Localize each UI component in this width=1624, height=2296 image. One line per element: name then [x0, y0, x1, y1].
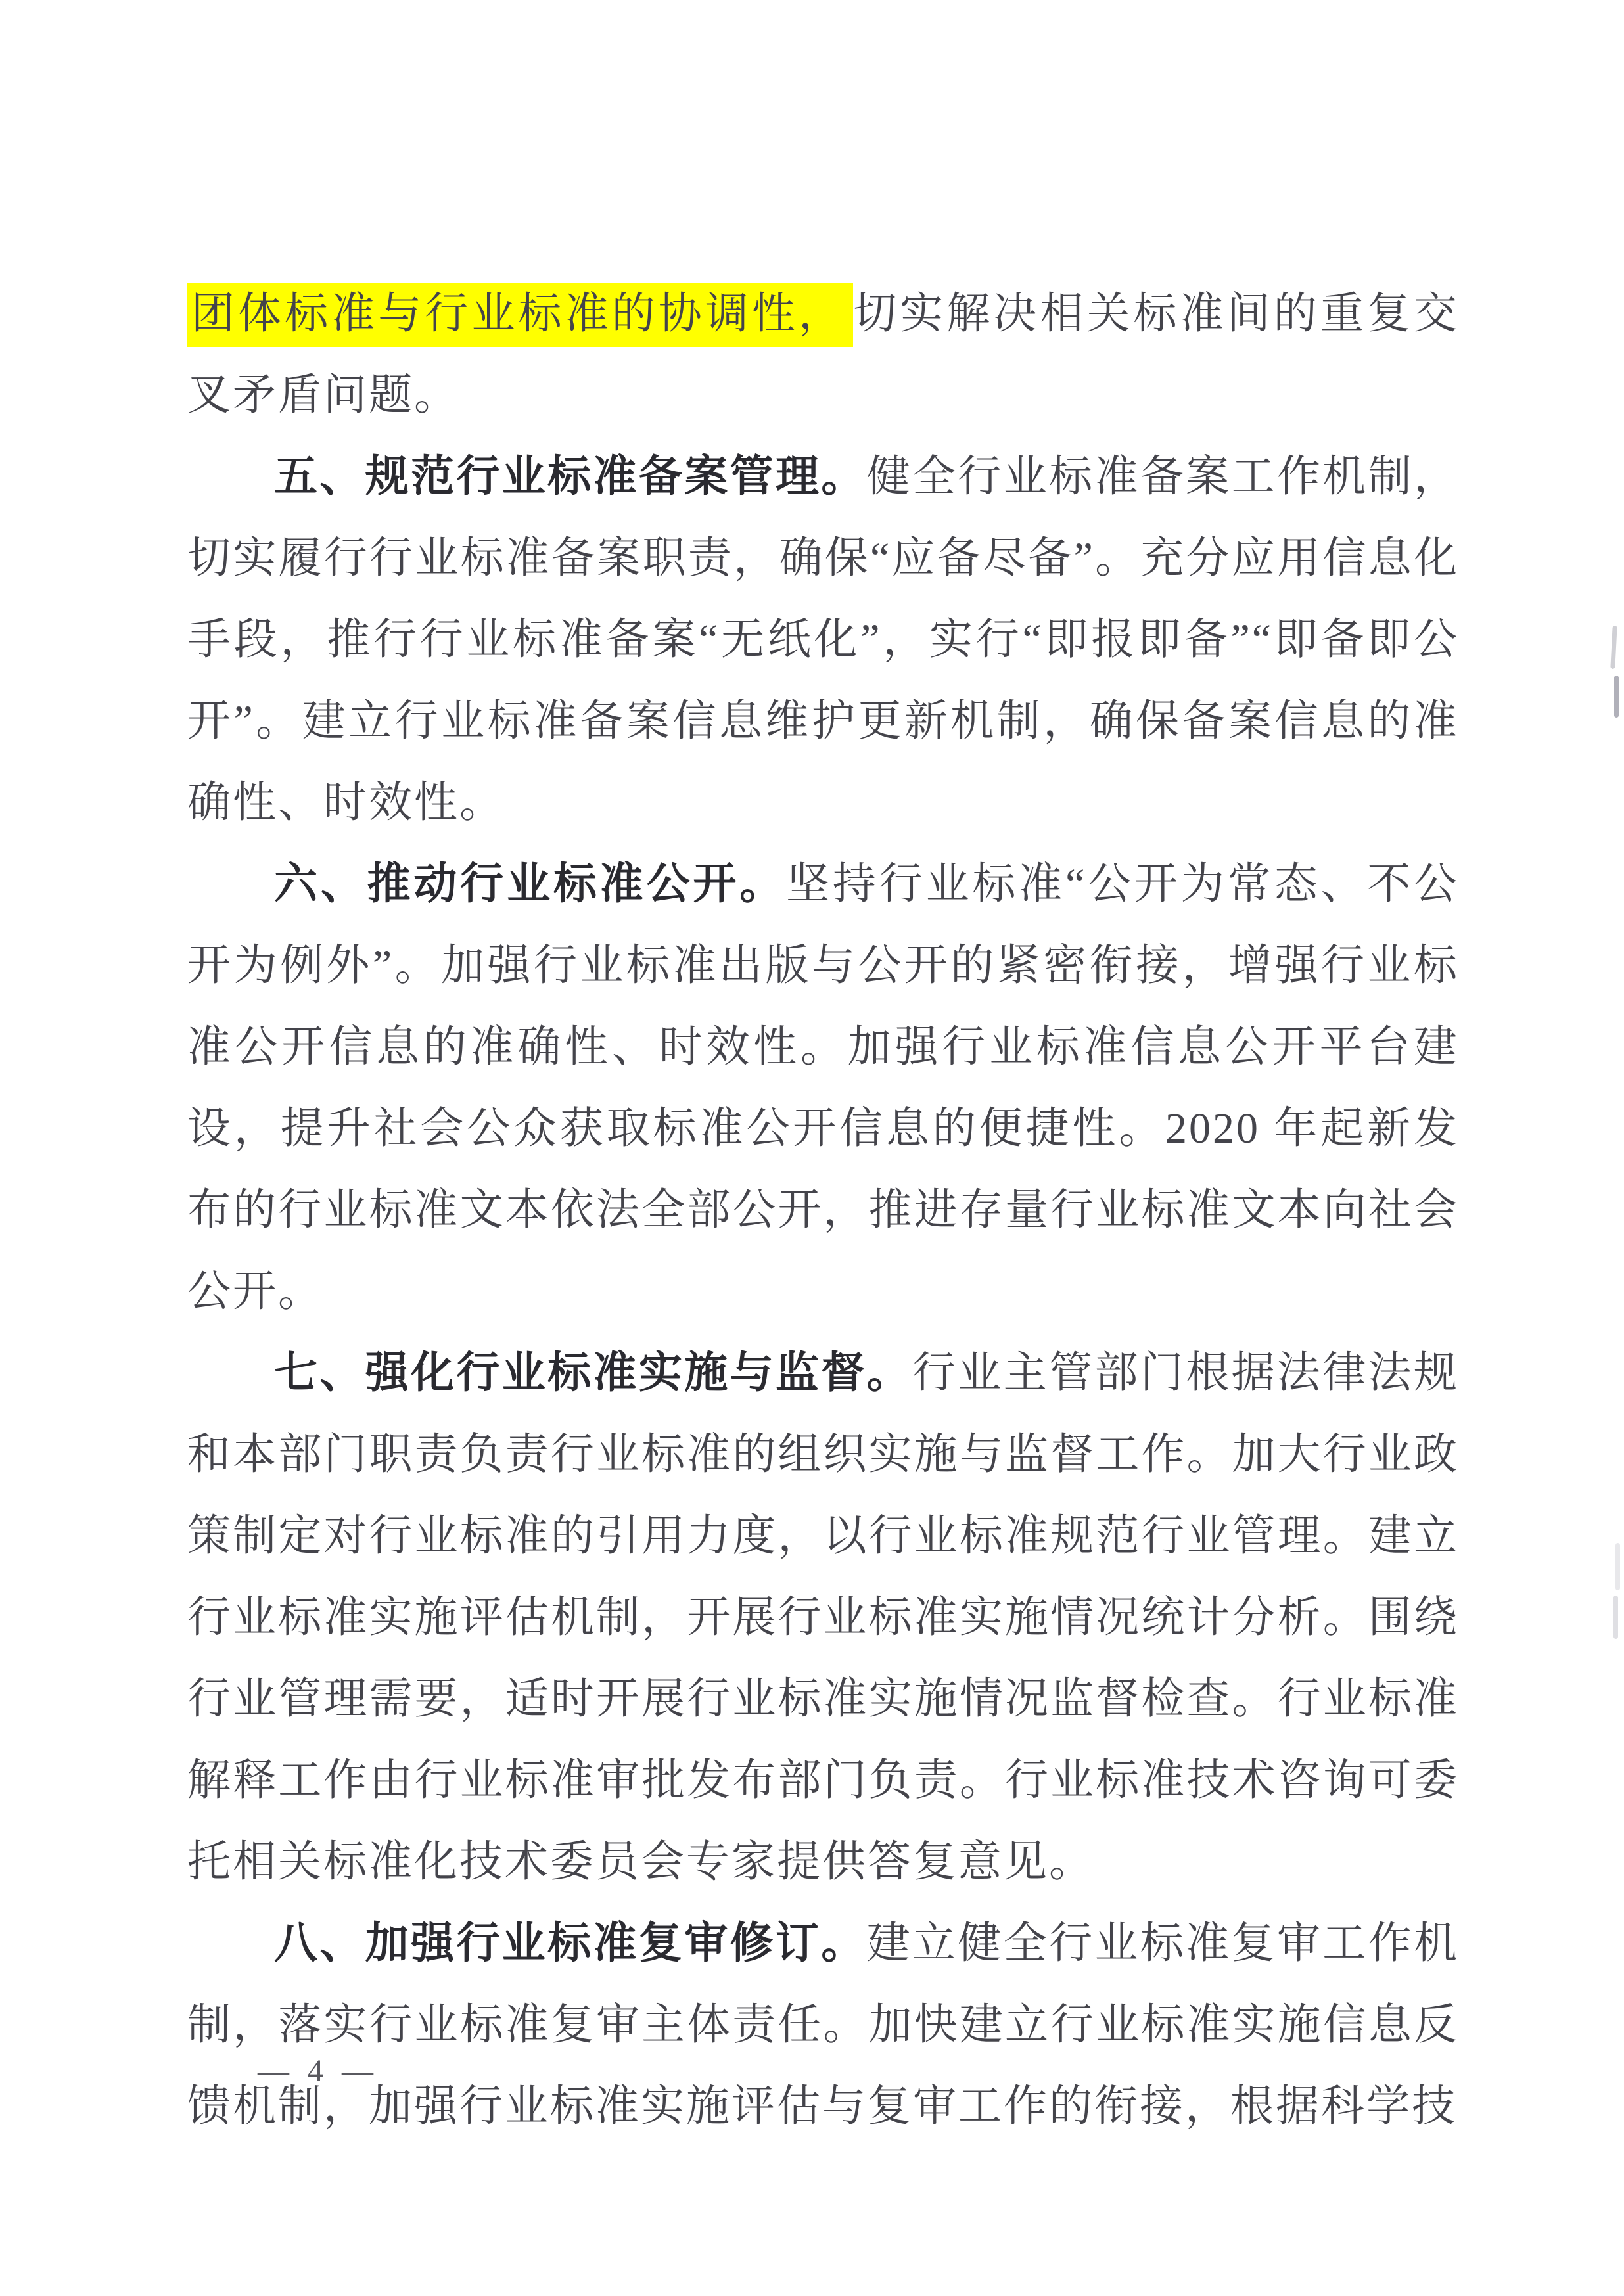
scan-edge-artifact — [1610, 626, 1617, 669]
paragraph-section-5 — [187, 436, 1459, 844]
page-number: — 4 — — [258, 2054, 379, 2088]
paragraph-text: 行业主管部门根据法律法规和本部门职责负责行业标准的组织实施与监督工作。加大行业政策制定对行业标准的引用力度，以行业标准规范行业管理。建立行业标准实施评估机制，开展行业标准实施情况统计分析。围绕行业管理需要，适时开展行业标准实施情况监督检查。行业标准解释工作由行业标准审批发布部门负责。行业标准技术咨询可委托相关标准化技术委员会专家提供答复意见。 — [187, 1349, 1460, 1886]
scan-edge-artifact — [1615, 1543, 1620, 1590]
scan-edge-artifact — [1614, 676, 1619, 718]
highlighted-text: 团体标准与行业标准的协调性， — [187, 283, 853, 347]
paragraph-section-8 — [187, 1903, 1459, 2147]
paragraph-text: 健全行业标准备案工作机制，切实履行行业标准备案职责，确保“应备尽备”。充分应用信息化手段，推行行业标准备案“无纸化”，实行“即报即备”“即备即公开”。建立行业标准备案信息维护更新机制，确保备案信息的准确性、时效性。 — [187, 453, 1460, 827]
paragraph-text: 坚持行业标准“公开为常态、不公开为例外”。加强行业标准出版与公开的紧密衔接，增强行业标准公开信息的准确性、时效性。加强行业标准信息公开平台建设，提升社会公众获取标准公开信息的便捷性。2020 年起新发布的行业标准文本依法全部公开，推进存量行业标准文本向社会公开。 — [187, 860, 1459, 1316]
section-heading-6: 六、推动行业标准公开。 — [274, 860, 787, 908]
document-text-block — [187, 273, 1459, 2147]
paragraph-text: 切实解决相关标准间的重复交叉矛盾问题。 — [187, 290, 1460, 419]
section-heading-5: 五、规范行业标准备案管理。 — [274, 453, 867, 501]
scan-edge-artifact — [1613, 1596, 1618, 1639]
paragraph-section-7 — [187, 1333, 1459, 1903]
section-heading-8: 八、加强行业标准复审修订。 — [274, 1919, 867, 1967]
paragraph-text: 建立健全行业标准复审工作机制，落实行业标准复审主体责任。加快建立行业标准实施信息反馈机制，加强行业标准实施评估与复审工作的衔接，根据科学技 — [187, 1919, 1460, 2130]
paragraph-continuation — [187, 273, 1459, 436]
section-heading-7: 七、强化行业标准实施与监督。 — [274, 1349, 913, 1397]
paragraph-section-6 — [187, 844, 1459, 1333]
